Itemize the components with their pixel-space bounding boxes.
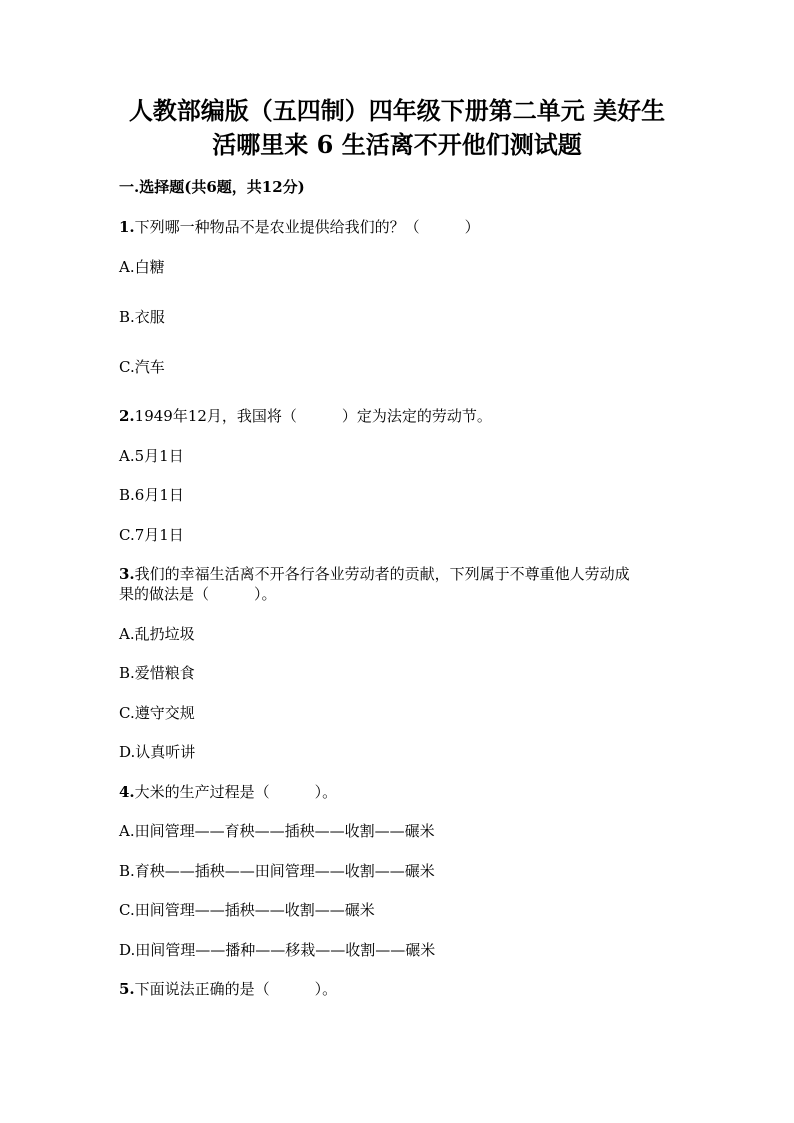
section-heading: 一.选择题(共6题，共12分) — [119, 178, 305, 196]
option-1c: C.汽车 — [119, 358, 165, 376]
question-number: 4. — [119, 783, 135, 801]
question-1 — [119, 217, 480, 237]
question-number: 2. — [119, 407, 135, 425]
option-2a: A.5月1日 — [119, 447, 184, 465]
option-2c: C.7月1日 — [119, 526, 184, 544]
option-4d: D.田间管理——播种——移栽——收割——碾米 — [119, 941, 436, 959]
question-number: 5. — [119, 980, 135, 998]
option-3a: A.乱扔垃圾 — [119, 625, 195, 643]
option-3b: B.爱惜粮食 — [119, 664, 195, 682]
option-1b: B.衣服 — [119, 308, 165, 326]
question-5 — [119, 979, 337, 999]
option-4b: B.育秧——插秧——田间管理——收割——碾米 — [119, 862, 435, 880]
question-text: 下面说法正确的是（ ）。 — [134, 980, 338, 998]
question-text: 下列哪一种物品不是农业提供给我们的？（ ） — [134, 218, 480, 236]
question-2 — [119, 406, 492, 426]
option-4c: C.田间管理——插秧——收割——碾米 — [119, 901, 375, 919]
document-title-line2: 活哪里来 6 生活离不开他们测试题 — [212, 130, 582, 159]
option-4a: A.田间管理——育秧——插秧——收割——碾米 — [119, 822, 435, 840]
question-text: 我们的幸福生活离不开各行各业劳动者的贡献，下列属于不尊重他人劳动成 — [134, 565, 630, 583]
question-number: 1. — [119, 218, 135, 236]
document-title-line1: 人教部编版（五四制）四年级下册第二单元 美好生 — [128, 96, 666, 125]
question-3-line2: 果的做法是（ ）。 — [119, 585, 277, 603]
question-number: 3. — [119, 565, 135, 583]
question-4 — [119, 782, 337, 802]
question-3 — [119, 564, 630, 584]
option-3c: C.遵守交规 — [119, 704, 195, 722]
question-text: 大米的生产过程是（ ）。 — [134, 783, 338, 801]
option-1a: A.白糖 — [119, 258, 165, 276]
question-text: 1949年12月，我国将（ ）定为法定的劳动节。 — [134, 407, 492, 425]
option-2b: B.6月1日 — [119, 486, 184, 504]
option-3d: D.认真听讲 — [119, 743, 196, 761]
